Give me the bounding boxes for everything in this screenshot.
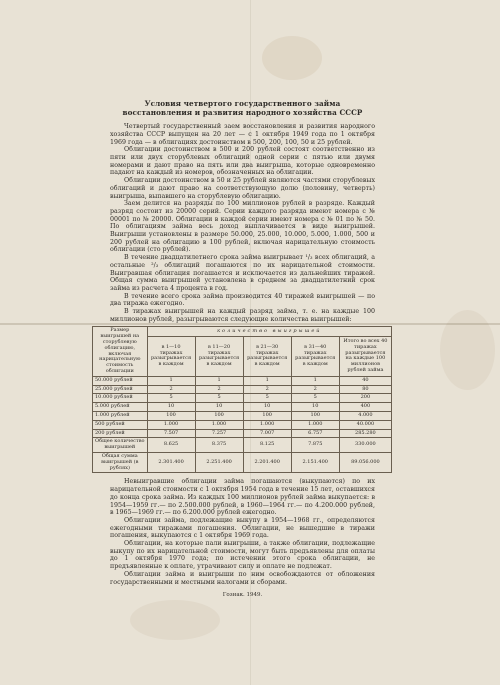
paragraph: В течение двадцатилетнего срока займа выигрывает ¹/₃ всех облигаций, а остальные ²/₃ облигаций погашаются по их нарицательной стоимости. Выигравшая облигация погашается и исключается из дальнейших тиражей. Общая сумма выигрышей установлена в среднем за двадцатилетний срок займа из расчета 4 процента в год. — [110, 254, 375, 292]
table-cell: 10 — [243, 403, 291, 412]
table-cell: 4.000 — [339, 412, 391, 421]
paragraph: В течение всего срока займа производится 40 тиражей выигрышей — по два тиража ежегодно. — [110, 292, 375, 308]
table-cell: 1.000 — [195, 420, 243, 429]
table-header-cell: в 31—40 тиражах разыгрывается в каждом — [291, 336, 339, 376]
table-header-cell: в 21—30 тиражах разыгрывается в каждом — [243, 336, 291, 376]
table-cell: 285.280 — [339, 429, 391, 438]
table-row — [93, 394, 392, 403]
table-row — [93, 420, 392, 429]
title-line-2: восстановления и развития народного хозяйства СССР — [122, 107, 363, 117]
table-cell: 1 — [291, 376, 339, 385]
table-cell: 2 — [147, 385, 195, 394]
paper-stain — [130, 600, 220, 640]
table-cell: 2.251.400 — [195, 453, 243, 473]
table-cell: 2 — [195, 385, 243, 394]
table-cell: 2.151.400 — [291, 453, 339, 473]
table-row — [93, 429, 392, 438]
title-line-1: Условия четвертого государственного займа — [144, 99, 341, 108]
table-cell: 5.000 рублей — [93, 403, 148, 412]
paragraph: Заем делится на разряды по 100 миллионов рублей в разряде. Каждый разряд состоит из 20000 серий. Серии каждого разряда имеют номера с № 00001 по № 20000. Облигации в каждой серии имеют номера с № 01 по № 50. По облигациям займа весь доход выплачивается в виде выигрышей. Выигрыши установлены в размере 50.000, 25.000, 10.000, 5.000, 1.000, 500 и 200 рублей на облигацию в 100 рублей, включая нарицательную стоимость облигации (сто рублей). — [110, 200, 375, 254]
table-cell: 1 — [243, 376, 291, 385]
table-cell: 89.056.000 — [339, 453, 391, 473]
table-cell: 7.875 — [291, 438, 339, 453]
table-row — [93, 385, 392, 394]
table-cell: 2 — [291, 385, 339, 394]
table-cell: Общая сумма выигрышей (в рублях) — [93, 453, 148, 473]
table-cell: 1 — [195, 376, 243, 385]
paragraph: В тиражах выигрышей на каждый разряд займа, т. е. на каждые 100 миллионов рублей, разыгрываются следующие количества выигрышей: — [110, 308, 375, 323]
table-cell: 25.000 рублей — [93, 385, 148, 394]
table-cell: 7.257 — [195, 429, 243, 438]
table-cell: 200 — [339, 394, 391, 403]
paragraph: Облигации достоинством в 50 и 25 рублей являются частями сторублевых облигаций и дают право на соответствующую долю (половину, четверть) выигрыша, выпавшего на сторублевую облигацию. — [110, 177, 375, 200]
table-cell: 80 — [339, 385, 391, 394]
table-cell: 10.000 рублей — [93, 394, 148, 403]
table-cell: 8.375 — [195, 438, 243, 453]
table-header-cell: в 11—20 тиражах разыгрывается в каждом — [195, 336, 243, 376]
table-cell: 1.000 — [243, 420, 291, 429]
table-cell: 1.000 — [291, 420, 339, 429]
table-cell: 100 — [243, 412, 291, 421]
table-cell: 5 — [243, 394, 291, 403]
table-group-header: количество выигрышей — [147, 327, 391, 336]
table-header-cell: Размер выигрышей на сторублевую облигацию, включая нарицательную стоимость облигации — [93, 327, 148, 376]
table-cell: 2.201.400 — [243, 453, 291, 473]
table-cell: 50.000 рублей — [93, 376, 148, 385]
table-cell: 6.757 — [291, 429, 339, 438]
paragraph: Облигации займа и выигрыши по ним освобождаются от обложения государственными и местными налогами и сборами. — [110, 570, 375, 586]
table-row — [93, 376, 392, 385]
document-title — [110, 100, 375, 117]
table-cell: 200 рублей — [93, 429, 148, 438]
table-cell: 330.000 — [339, 438, 391, 453]
table-header-cell: в 1—10 тиражах разыгрывается в каждом — [147, 336, 195, 376]
table-total-row — [93, 453, 392, 473]
paper-stain — [440, 310, 495, 390]
table-cell: 8.125 — [243, 438, 291, 453]
table-cell: 100 — [195, 412, 243, 421]
table-cell: 5 — [291, 394, 339, 403]
table-header-cell: Итого во всех 40 тиражах разыгрывается на каждые 100 миллионов рублей займа — [339, 336, 391, 376]
table-cell: 100 — [147, 412, 195, 421]
table-cell: 500 рублей — [93, 420, 148, 429]
table-cell: 5 — [147, 394, 195, 403]
paragraph: Облигации, на которые пали выигрыши, а также облигации, подлежащие выкупу по их нарицательной стоимости, могут быть предъявлены для оплаты до 1 октября 1970 года; по истечении этого срока облигации, не предъявленные к оплате, утрачивают силу и оплате не подлежат. — [110, 540, 375, 571]
prizes-table — [92, 326, 392, 473]
table-cell: 100 — [291, 412, 339, 421]
table-cell: 1 — [147, 376, 195, 385]
paragraph: Облигации займа, подлежащие выкупу в 1954—1968 гг., определяются ежегодными тиражами погашения. Облигации, не вышедшие в тиражи погашения, выкупаются с 1 октября 1969 года. — [110, 516, 375, 540]
table-total-row — [93, 438, 392, 453]
table-cell: 400 — [339, 403, 391, 412]
table-cell: 10 — [147, 403, 195, 412]
table-cell: 1.000 — [147, 420, 195, 429]
table-cell: 1.000 рублей — [93, 412, 148, 421]
table-cell: 10 — [195, 403, 243, 412]
paragraph: Четвертый государственный заем восстановления и развития народного хозяйства СССР выпущен на 20 лет — с 1 октября 1949 года по 1 октября 1969 года — в облигациях достоинством в 500, 200, 100, 50 и 25 рублей. — [110, 123, 375, 146]
table-header-row — [93, 327, 392, 336]
table-row — [93, 412, 392, 421]
table-cell: 10 — [291, 403, 339, 412]
paper-stain — [262, 36, 322, 80]
table-cell: 2.301.400 — [147, 453, 195, 473]
printer-imprint: Гознак. 1949. — [222, 592, 263, 599]
table-cell: 40.000 — [339, 420, 391, 429]
document-text — [95, 99, 388, 600]
table-cell: 5 — [195, 394, 243, 403]
table-cell: 8.625 — [147, 438, 195, 453]
table-cell: 7.007 — [243, 429, 291, 438]
table-cell: Общее количество выигрышей — [93, 438, 148, 453]
table-cell: 2 — [243, 385, 291, 394]
table-cell: 7.507 — [147, 429, 195, 438]
table-row — [93, 403, 392, 412]
paragraph: Облигации достоинством в 500 и 200 рублей состоят соответственно из пяти или двух сторублевых облигаций одной серии с пятью или двумя номерами и дают право на пять или два выигрыша, которые одновременно падают на каждый из номеров, обозначенных на облигации. — [110, 146, 375, 177]
paragraph: Невыигравшие облигации займа погашаются (выкупаются) по их нарицательной стоимости с 1 октября 1954 года в течение 15 лет, оставшихся до конца срока займа. Из каждых 100 миллионов рублей займа выкупается: в 1954—1959 гг.— по 2.500.000 рублей, в 1960—1964 гг.— по 4.200.000 рублей, в 1965—1969 гг.— по 6.200.000 рублей ежегодно. — [110, 478, 375, 517]
table-cell: 40 — [339, 376, 391, 385]
